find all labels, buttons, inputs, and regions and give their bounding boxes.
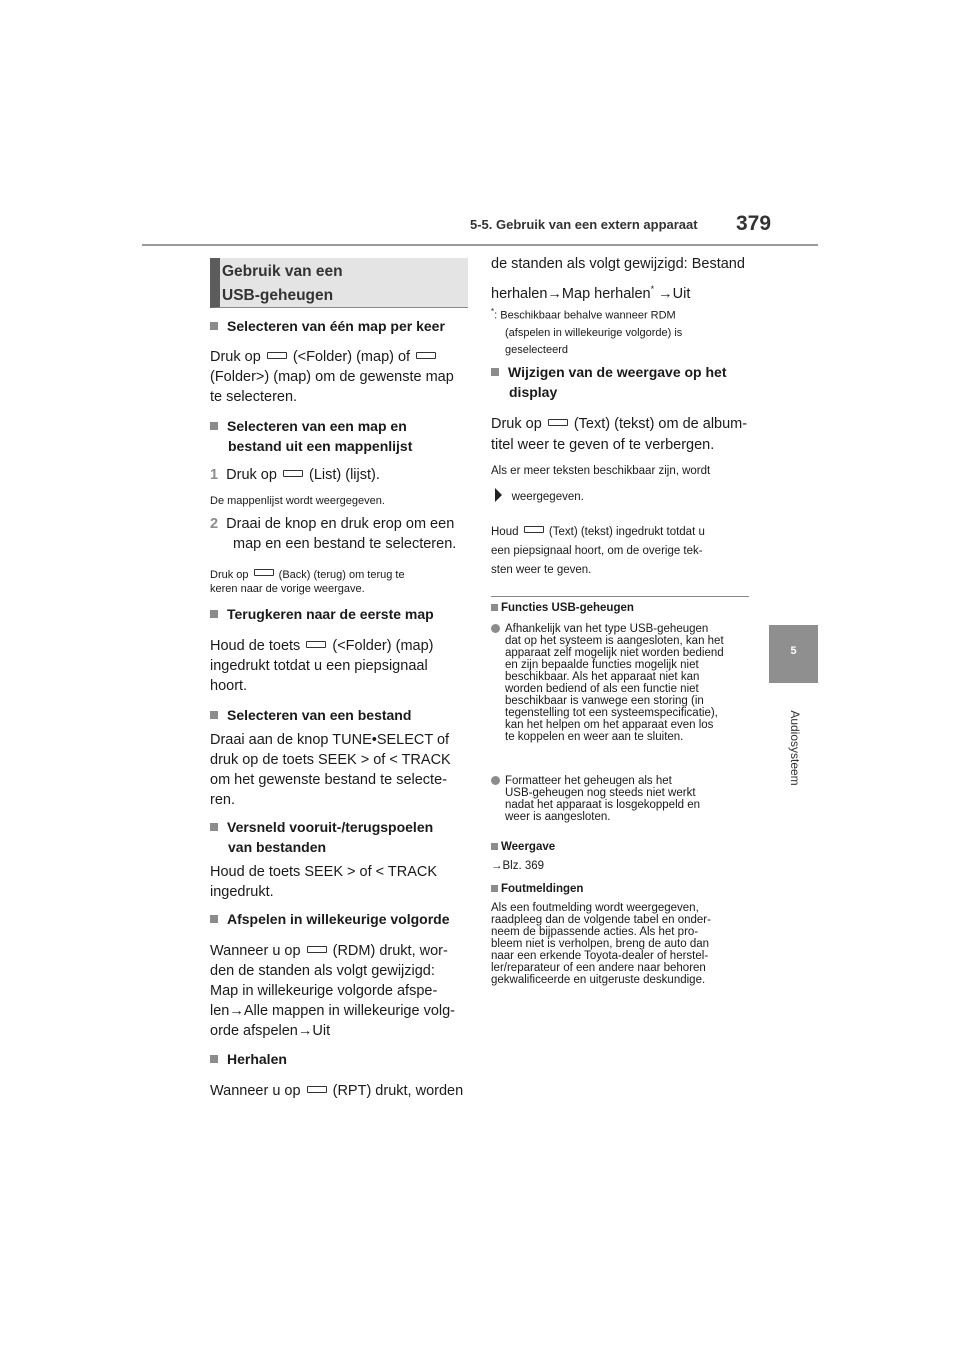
paragraph [491, 414, 747, 456]
section-title-line: USB-geheugen [222, 287, 334, 304]
note [491, 523, 705, 580]
button-icon [548, 419, 568, 426]
square-bullet-icon [491, 368, 499, 376]
note-heading-errors [491, 882, 583, 896]
text-line: (Folder>) (map) om de gewenste map [210, 369, 454, 385]
button-icon [416, 352, 436, 359]
note-bullet-text [491, 775, 700, 823]
text-line: neem de bijpassende acties. Als het pro- [491, 926, 699, 938]
note-heading-usb-functions [491, 601, 634, 615]
button-icon [307, 1086, 327, 1093]
subheading-text: Wijzigen van de weergave op het [508, 364, 727, 380]
paragraph [491, 254, 745, 304]
subheading-text: Selecteren van een bestand [227, 707, 412, 723]
paragraph [210, 730, 451, 810]
text-line: te selecteren. [210, 389, 298, 405]
play-arrow-icon [495, 488, 502, 502]
subheading-text: Selecteren van een map en [227, 418, 407, 434]
square-bullet-icon [210, 915, 218, 923]
step-1 [210, 465, 380, 485]
text-line: sten weer te geven. [491, 564, 592, 576]
text-line: kan het helpen om het apparaat even los [505, 719, 714, 731]
square-bullet-icon [491, 604, 498, 611]
subheading-text: Terugkeren naar de eerste map [227, 606, 434, 622]
subheading-select-folder [210, 316, 445, 336]
step-number: 1 [210, 467, 219, 483]
text-line: een piepsignaal hoort, om de overige tek- [491, 545, 703, 557]
subheading-fast-forward [210, 817, 433, 857]
subheading-text: Afspelen in willekeurige volgorde [227, 911, 450, 927]
text: herhalen→Map herhalen [491, 285, 651, 302]
subheading-text: display [509, 384, 558, 400]
button-icon [283, 470, 303, 477]
text-line: ler/reparateur of een andere naar behoren [491, 962, 706, 974]
text-line: weer is aangesloten. [505, 811, 611, 823]
text: (Text) (tekst) ingedrukt totdat u [548, 526, 705, 538]
text-line: ingedrukt totdat u een piepsignaal [210, 658, 428, 674]
subheading-text: Selecteren van één map per keer [227, 318, 445, 334]
footnote-marker: * [650, 284, 655, 294]
section-title-line: Gebruik van een [222, 263, 343, 280]
square-bullet-icon [210, 422, 218, 430]
text: Druk op [210, 349, 261, 365]
text-line: gekwalificeerde en uitgeruste deskundige. [491, 974, 706, 986]
text: Druk op [226, 467, 277, 483]
button-icon [307, 946, 327, 953]
text-line: USB-geheugen nog steeds niet werkt [505, 787, 696, 799]
text: (Text) (tekst) om de album- [573, 416, 748, 432]
text: (Back) (terug) om terug te [278, 569, 405, 581]
text: Druk op [491, 416, 542, 432]
text-line: keren naar de vorige weergave. [210, 583, 365, 595]
text-line: Afhankelijk van het type USB-geheugen [505, 623, 709, 635]
square-bullet-icon [210, 1055, 218, 1063]
text-line: orde afspelen→Uit [210, 1023, 331, 1039]
text: Draai de knop en druk erop om een [226, 516, 455, 532]
round-bullet-icon [491, 624, 500, 633]
text-line: de standen als volgt gewijzigd: Bestand [491, 256, 745, 272]
subheading-select-file [210, 705, 411, 725]
text-line: om het gewenste bestand te selecte- [210, 772, 447, 788]
text-line: nadat het apparaat is losgekoppeld en [505, 799, 701, 811]
step-2 [210, 514, 456, 554]
text-line: map en een bestand te selecteren. [233, 536, 457, 552]
text: Druk op [210, 569, 249, 581]
text: weergegeven. [511, 491, 584, 503]
text: Houd de toets [210, 638, 301, 654]
notes-divider [491, 596, 749, 597]
page-number: 379 [736, 212, 772, 235]
text: Wanneer u op [210, 1083, 301, 1099]
square-bullet-icon [210, 610, 218, 618]
square-bullet-icon [491, 885, 498, 892]
chapter-tab-label: Audiosysteem [788, 710, 802, 786]
section-title [222, 260, 462, 308]
text: (RPT) drukt, worden [332, 1083, 464, 1099]
footnote-marker: * [491, 307, 495, 316]
button-icon [306, 641, 326, 648]
paragraph [210, 1081, 463, 1101]
note: Als er meer teksten beschikbaar zijn, wordt [491, 465, 711, 477]
text-line: bleem niet is verholpen, breng de auto dan [491, 938, 710, 950]
text-line: Houd de toets SEEK > of < TRACK [210, 864, 438, 880]
note-bullet-text [491, 623, 724, 743]
paragraph [210, 636, 433, 696]
text: : Beschikbaar behalve wanneer RDM [494, 309, 676, 322]
text-line: raadpleeg dan de volgende tabel en onder- [491, 914, 711, 926]
subheading-text: bestand uit een mappenlijst [228, 438, 413, 454]
text-line: Draai aan de knop TUNE•SELECT of [210, 732, 450, 748]
text-line: apparaat zelf mogelijk niet worden bediend [505, 647, 724, 659]
text: (RDM) drukt, wor- [332, 943, 448, 959]
text: →Uit [654, 285, 691, 302]
step-number: 2 [210, 516, 219, 532]
text-line: tegenstelling tot een systeemspecificatie), [505, 707, 718, 719]
subheading-text: van bestanden [228, 839, 327, 855]
text-line: Formatteer het geheugen als het [505, 775, 672, 787]
note-bullet [491, 623, 724, 743]
subheading-repeat [210, 1049, 287, 1069]
text-line: worden bediend of als een functie niet [505, 683, 699, 695]
text-line: beschikbaar is vanwege een storing (in [505, 695, 704, 707]
text: (<Folder) (map) [332, 638, 434, 654]
text-line: druk op de toets SEEK > of < TRACK [210, 752, 451, 768]
paragraph [210, 347, 454, 407]
text-line: den de standen als volgt gewijzigd: [210, 963, 435, 979]
subheading-select-from-list [210, 416, 412, 456]
text-line: Map in willekeurige volgorde afspe- [210, 983, 438, 999]
note-heading-text: Foutmeldingen [501, 883, 584, 895]
square-bullet-icon [210, 322, 218, 330]
text: Houd [491, 526, 519, 538]
text-line: beschikbaar. Als het apparaat niet kan [505, 671, 700, 683]
subheading-change-display [491, 362, 726, 402]
header-rule [142, 244, 818, 246]
step-note: De mappenlijst wordt weergegeven. [210, 495, 385, 507]
text-line: ren. [210, 792, 235, 808]
text-line: naar een erkende Toyota-dealer of herstel- [491, 950, 709, 962]
text: (<Folder) (map) of [292, 349, 411, 365]
paragraph [210, 862, 437, 902]
text-line: te koppelen en weer aan te sluiten. [505, 731, 684, 743]
chapter-tab-number: 5 [790, 645, 797, 657]
round-bullet-icon [491, 776, 500, 785]
running-header-section: 5-5. Gebruik van een extern apparaat [470, 217, 698, 232]
text-line: geselecteerd [505, 343, 568, 356]
text-line: len→Alle mappen in willekeurige volg- [210, 1003, 456, 1019]
subheading-random [210, 909, 450, 929]
text-line: hoort. [210, 678, 248, 694]
footnote [491, 303, 682, 359]
text: Wanneer u op [210, 943, 301, 959]
note-heading-display [491, 840, 555, 854]
square-bullet-icon [210, 711, 218, 719]
button-icon [254, 569, 274, 576]
button-icon [524, 526, 544, 533]
note-heading-text: Weergave [501, 841, 556, 853]
text: (List) (lijst). [308, 467, 380, 483]
page-reference-link[interactable]: →Blz. 369 [491, 860, 545, 872]
note [495, 488, 584, 504]
subheading-text: Herhalen [227, 1051, 287, 1067]
text-line: (afspelen in willekeurige volgorde) is [505, 326, 683, 339]
subheading-return-first-folder [210, 604, 434, 624]
back-note [210, 568, 405, 596]
paragraph [210, 941, 455, 1041]
note-heading-text: Functies USB-geheugen [501, 602, 634, 614]
text-line: dat op het systeem is aangesloten, kan het [505, 635, 724, 647]
note-bullet [491, 775, 700, 823]
text-line: titel weer te geven of te verbergen. [491, 437, 715, 453]
text-line: en zijn bepaalde functies mogelijk niet [505, 659, 699, 671]
square-bullet-icon [491, 843, 498, 850]
note-paragraph [491, 902, 711, 986]
text-line: ingedrukt. [210, 884, 274, 900]
subheading-text: Versneld vooruit-/terugspoelen [227, 819, 434, 835]
text-line: Als een foutmelding wordt weergegeven, [491, 902, 699, 914]
button-icon [267, 352, 287, 359]
square-bullet-icon [210, 823, 218, 831]
